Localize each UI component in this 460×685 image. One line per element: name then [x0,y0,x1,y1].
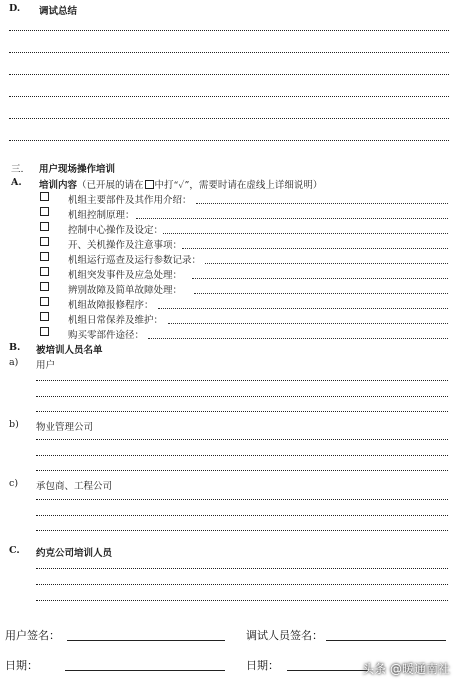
trainee-name-line[interactable] [36,380,448,381]
watermark: 头条 @暖通南社 [362,662,450,676]
user-date-line[interactable] [65,670,225,671]
training-item-label: 机组突发事件及应急处理： [68,270,183,281]
user-date-label: 日期： [5,659,38,672]
trainee-group-letter: a) [9,357,19,368]
section-d-title: 调试总结 [39,6,78,17]
trainer-name-line[interactable] [36,584,448,585]
trainee-group-letter: b) [9,419,19,430]
training-item-note-line[interactable] [196,203,448,204]
part-a-title: 培训内容 [39,180,78,191]
training-item-label: 机组日常保养及维护： [68,315,164,326]
training-item-note-line[interactable] [182,248,448,249]
training-item-label: 控制中心操作及设定： [68,225,164,236]
summary-dotted-line[interactable] [9,118,449,119]
training-item-note-line[interactable] [163,233,448,234]
part-a-note-before: （已开展的请在 [77,180,144,191]
part-c-title: 约克公司培训人员 [36,548,113,559]
training-item-checkbox[interactable] [40,222,49,231]
summary-dotted-line[interactable] [9,96,449,97]
part-a-note-after: 中打“✓”，需要时请在虚线上详细说明） [154,180,323,191]
training-item-label: 开、关机操作及注意事项： [68,240,183,251]
debug-signature-line[interactable] [326,640,446,641]
training-item-label: 机组控制原理： [68,210,135,221]
trainer-name-line[interactable] [36,568,448,569]
training-item-note-line[interactable] [136,218,448,219]
training-item-checkbox[interactable] [40,237,49,246]
training-item-checkbox[interactable] [40,207,49,216]
training-item-checkbox[interactable] [40,192,49,201]
training-item-note-line[interactable] [205,263,448,264]
training-item-note-line[interactable] [158,308,448,309]
training-item-checkbox[interactable] [40,267,49,276]
part-a-heading [39,177,322,191]
trainee-name-line[interactable] [36,396,448,397]
trainee-group-label: 物业管理公司 [36,422,94,433]
user-signature-line[interactable] [67,640,225,641]
part-c-letter: C. [9,545,20,556]
training-item-label: 机组运行巡查及运行参数记录： [68,255,202,266]
debug-date-label: 日期： [246,659,279,672]
trainee-name-line[interactable] [36,530,448,531]
part-b-title: 被培训人员名单 [36,345,103,356]
trainee-name-line[interactable] [36,470,448,471]
training-item-label: 辨别故障及简单故障处理： [68,285,183,296]
training-item-note-line[interactable] [148,338,448,339]
training-item-checkbox[interactable] [40,252,49,261]
training-item-checkbox[interactable] [40,327,49,336]
trainee-group-letter: c) [9,478,19,489]
part-a-letter: A. [11,177,22,188]
training-item-note-line[interactable] [194,293,448,294]
checkbox-sample-icon [145,180,154,189]
training-item-checkbox[interactable] [40,312,49,321]
summary-dotted-line[interactable] [9,74,449,75]
summary-dotted-line[interactable] [9,140,449,141]
trainee-name-line[interactable] [36,515,448,516]
training-item-checkbox[interactable] [40,297,49,306]
training-item-note-line[interactable] [192,278,448,279]
trainee-group-label: 用户 [36,360,56,371]
trainee-name-line[interactable] [36,439,448,440]
training-item-label: 机组故障报修程序： [68,300,154,311]
trainee-group-label: 承包商、工程公司 [36,481,113,492]
debug-date-line[interactable] [287,670,369,671]
part-b-letter: B. [9,342,21,353]
training-item-note-line[interactable] [168,323,448,324]
debug-signature-label: 调试人员签名： [246,629,323,642]
trainee-name-line[interactable] [36,499,448,500]
summary-dotted-line[interactable] [9,52,449,53]
trainer-name-line[interactable] [36,600,448,601]
training-item-label: 机组主要部件及其作用介绍： [68,195,192,206]
training-item-label: 购买零部件途径： [68,330,145,341]
section-3-title: 用户现场操作培训 [39,164,116,175]
trainee-name-line[interactable] [36,411,448,412]
training-item-checkbox[interactable] [40,282,49,291]
section-d-letter: D. [9,3,21,14]
summary-dotted-line[interactable] [9,30,449,31]
trainee-name-line[interactable] [36,455,448,456]
user-signature-label: 用户签名： [5,629,60,642]
section-3-number: 三. [11,164,24,175]
